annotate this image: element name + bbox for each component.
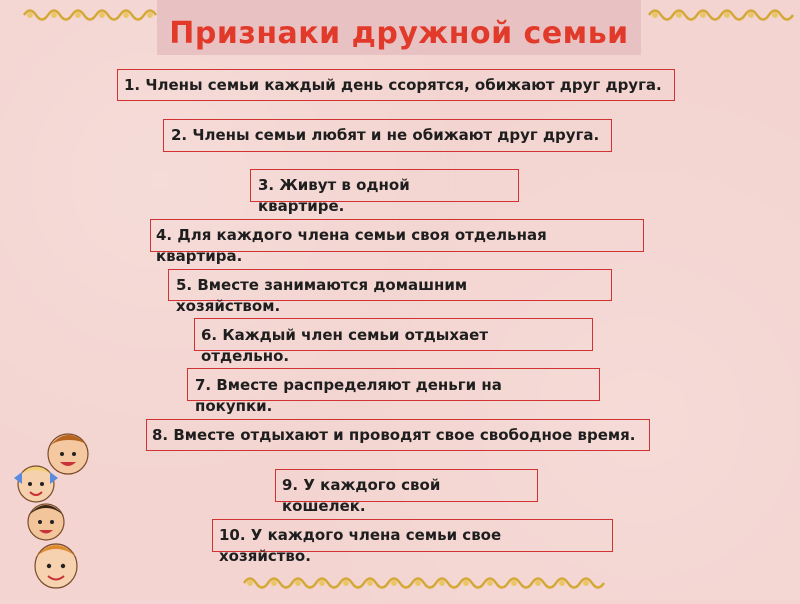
title-band	[157, 0, 641, 55]
statement-text-4: 4. Для каждого члена семьи своя отдельная квартира.	[156, 226, 547, 265]
statement-text-5: 5. Вместе занимаются домашним хозяйством.	[176, 276, 468, 315]
bottom-ornament-icon	[240, 572, 610, 594]
statement-text-6: 6. Каждый член семьи отдыхает отдельно.	[201, 326, 489, 365]
cartoon-kids-faces-icon	[12, 430, 92, 600]
statement-text-9: 9. У каждого свой кошелек.	[282, 476, 441, 515]
statement-text-7: 7. Вместе распределяют деньги на покупки.	[195, 376, 502, 415]
statement-text-1: 1. Члены семьи каждый день ссорятся, обижают друг друга.	[124, 76, 662, 94]
top-left-ornament-icon	[20, 4, 158, 26]
statement-text-3: 3. Живут в одной квартире.	[258, 176, 410, 215]
slide-title: Признаки дружной семьи	[169, 16, 629, 51]
statement-text-10: 10. У каждого члена семьи свое хозяйство.	[219, 526, 502, 565]
top-right-ornament-icon	[645, 4, 795, 26]
statement-text-8: 8. Вместе отдыхают и проводят свое свободное время.	[152, 426, 636, 444]
statement-text-2: 2. Члены семьи любят и не обижают друг друга.	[171, 126, 600, 144]
